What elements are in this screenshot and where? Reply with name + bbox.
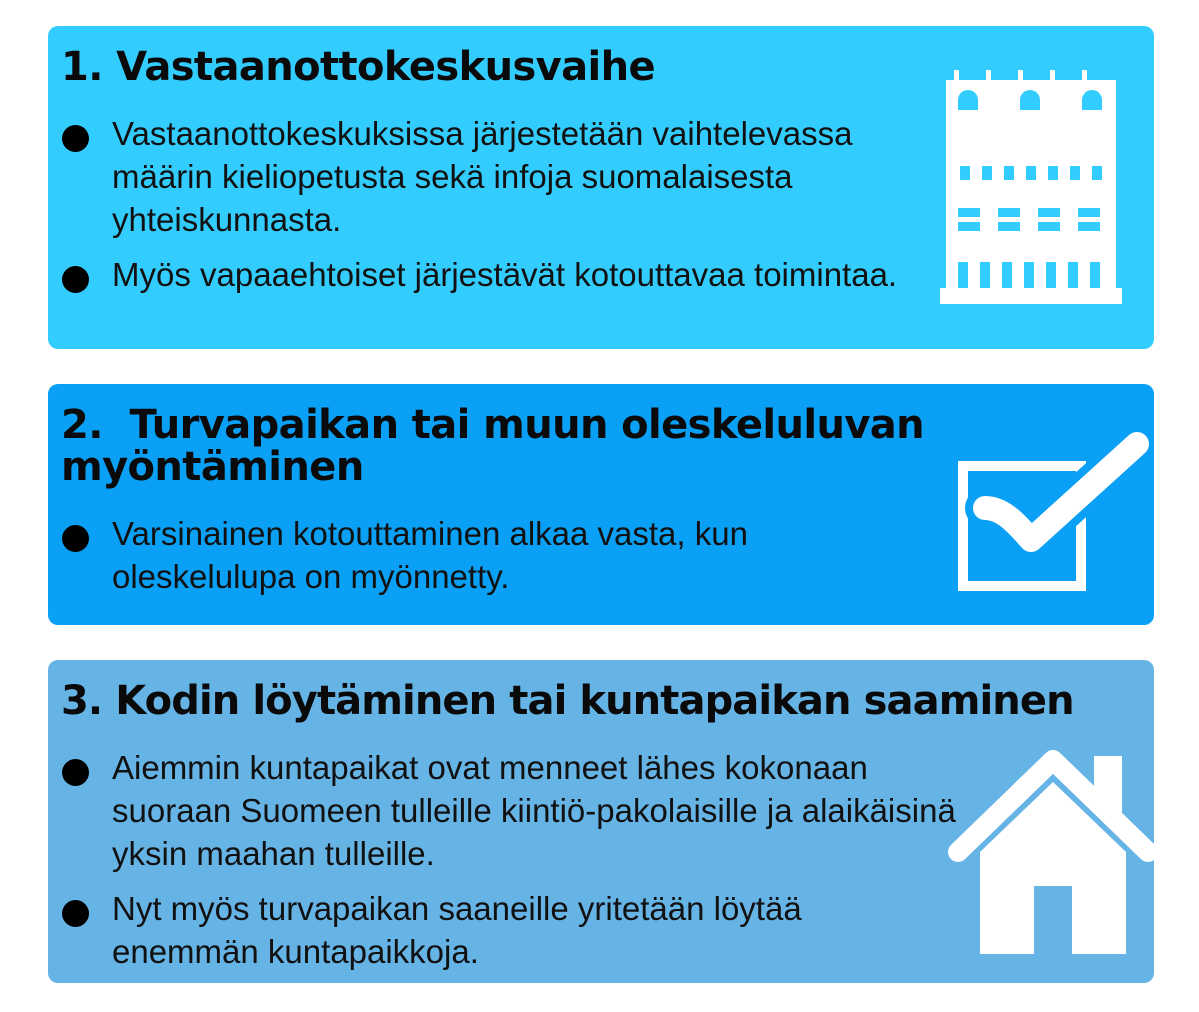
step-2-panel <box>48 384 1154 625</box>
bullet-dot <box>62 759 89 786</box>
step-2-bullet-1-text: Varsinainen kotouttaminen alkaa vasta, kun oleskelulupa on myönnetty. <box>112 515 748 595</box>
step-3-bullet-list <box>62 746 962 985</box>
step-1-bullet-2-text: Myös vapaaehtoiset järjestävät kotouttavaa toimintaa. <box>112 256 898 293</box>
step-2-bullet-1 <box>62 512 922 598</box>
step-3-bullet-2-text: Nyt myös turvapaikan saaneille yritetään löytää enemmän kuntapaikkoja. <box>112 890 802 970</box>
step-1-bullet-list <box>62 112 942 308</box>
step-2-title-line-1: 2. Turvapaikan tai muun oleskeluluvan <box>61 402 925 448</box>
building-icon <box>940 66 1122 306</box>
step-1-bullet-1-text: Vastaanottokeskuksissa järjestetään vaihtelevassa määrin kieliopetusta sekä infoja suomalaisesta yhteiskunnasta. <box>112 115 853 238</box>
step-3-bullet-1-text: Aiemmin kuntapaikat ovat menneet lähes kokonaan suoraan Suomeen tulleille kiintiö-pakolaisille ja alaikäisinä yksin maahan tulleille. <box>112 749 956 872</box>
house-icon <box>944 740 1162 958</box>
bullet-dot <box>62 525 89 552</box>
step-2-title <box>61 404 924 488</box>
step-1-title: 1. Vastaanottokeskusvaihe <box>61 44 656 90</box>
step-2-title-line-2: myöntäminen <box>61 444 364 490</box>
step-1-bullet-2 <box>62 253 942 296</box>
step-2-bullet-list <box>62 512 922 610</box>
step-3-title: 3. Kodin löytäminen tai kuntapaikan saaminen <box>61 678 1074 724</box>
step-3-bullet-1 <box>62 746 962 875</box>
checkbox-icon <box>953 432 1153 600</box>
step-1-bullet-1 <box>62 112 942 241</box>
bullet-dot <box>62 266 89 293</box>
bullet-dot <box>62 900 89 927</box>
step-1-panel <box>48 26 1154 349</box>
step-3-panel <box>48 660 1154 983</box>
step-3-bullet-2 <box>62 887 962 973</box>
bullet-dot <box>62 125 89 152</box>
